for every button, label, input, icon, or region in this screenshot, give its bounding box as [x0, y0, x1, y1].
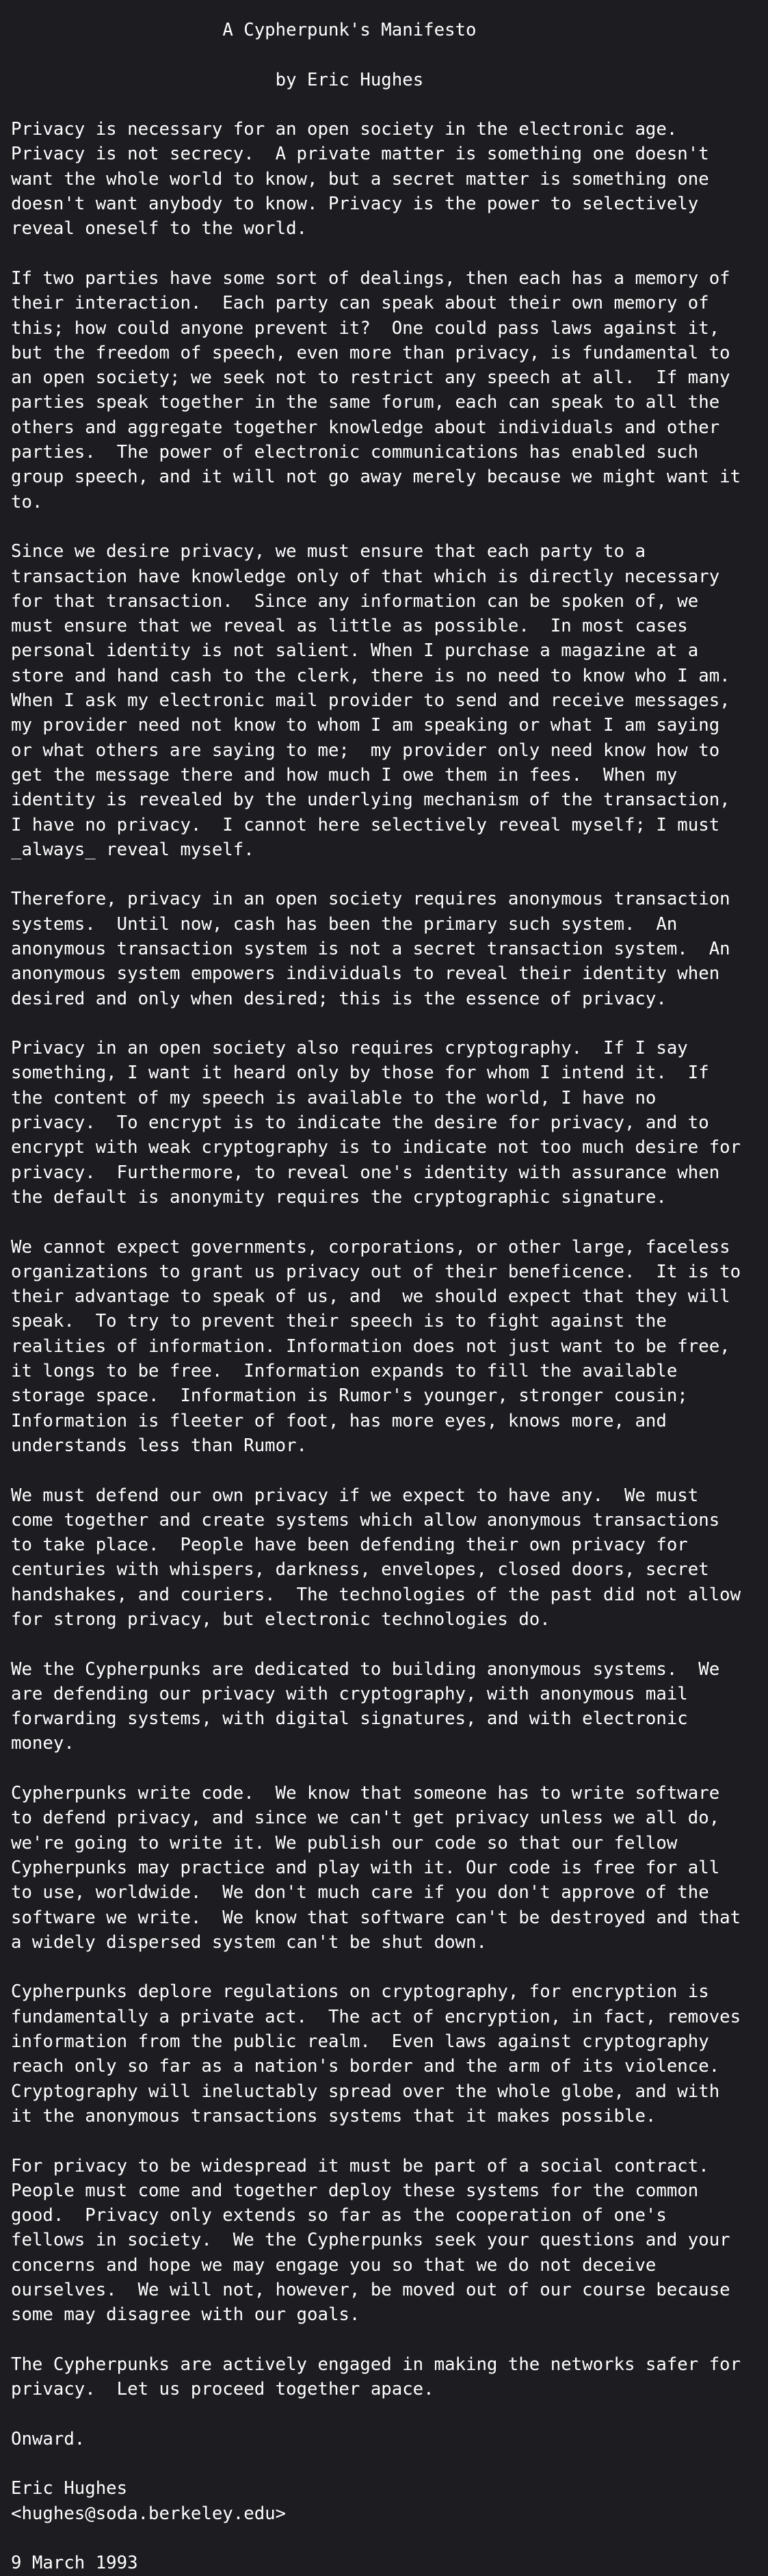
paragraph-line: Cypherpunks may practice and play with it. Our code is free for all [11, 1857, 720, 1878]
paragraph-line: identity is revealed by the underlying mechanism of the transaction, [11, 790, 730, 811]
paragraph-line: We cannot expect governments, corporations, or other large, faceless [11, 1236, 730, 1258]
paragraph-line: doesn't want anybody to know. Privacy is the power to selectively [11, 194, 699, 215]
paragraph-line: reach only so far as a nation's border and the arm of its violence. [11, 2056, 720, 2077]
paragraph-line: Cryptography will ineluctably spread over the whole globe, and with [11, 2081, 720, 2102]
paragraph-line: privacy. Furthermore, to reveal one's identity with assurance when [11, 1162, 720, 1183]
blank-line [11, 515, 768, 539]
blank-line [11, 2526, 768, 2551]
paragraph-line: _always_ reveal myself. [11, 839, 254, 860]
paragraph-line: transaction have knowledge only of that which is directly necessary [11, 566, 720, 587]
paragraph-line: it longs to be free. Information expands to fill the available [11, 1361, 678, 1382]
paragraph-line: When I ask my electronic mail provider to send and receive messages, [11, 690, 730, 712]
paragraph-line: but the freedom of speech, even more than privacy, is fundamental to [11, 342, 730, 363]
blank-line [11, 1011, 768, 1036]
paragraph-line: anonymous transaction system is not a secret transaction system. An [11, 938, 730, 959]
paragraph-line: a widely dispersed system can't be shut down. [11, 1931, 487, 1953]
paragraph-line: information from the public realm. Even laws against cryptography [11, 2031, 709, 2053]
paragraph-line: the content of my speech is available to the world, I have no [11, 1087, 657, 1108]
blank-line [11, 242, 768, 266]
paragraph-line: good. Privacy only extends so far as the cooperation of one's [11, 2205, 667, 2226]
paragraph-line: realities of information. Information does not just want to be free, [11, 1336, 730, 1357]
paragraph-line: money. [11, 1733, 75, 1754]
paragraph-line: must ensure that we reveal as little as possible. In most cases [11, 616, 688, 637]
paragraph-line: for strong privacy, but electronic technologies do. [11, 1609, 551, 1630]
blank-line [11, 1632, 768, 1656]
paragraph-line: to. [11, 491, 43, 512]
paragraph-line: get the message there and how much I owe them in fees. When my [11, 764, 678, 785]
document-title: A Cypherpunk's Manifesto [222, 20, 477, 40]
blank-line [11, 92, 768, 117]
paragraph-line: For privacy to be widespread it must be part of a social contract. [11, 2155, 709, 2176]
document-date: 9 March 1993 [11, 2553, 138, 2574]
blank-line [11, 2328, 768, 2352]
paragraph-line: understands less than Rumor. [11, 1435, 308, 1456]
paragraph-line: People must come and together deploy these systems for the common [11, 2180, 699, 2201]
paragraph-line: organizations to grant us privacy out of their beneficence. It is to [11, 1261, 741, 1282]
paragraph-line: We must defend our own privacy if we expect to have any. We must [11, 1485, 699, 1506]
paragraph-line: I have no privacy. I cannot here selectively reveal myself; I must [11, 814, 720, 835]
blank-line [11, 2402, 768, 2427]
paragraph-line: Privacy is not secrecy. A private matter is something one doesn't [11, 144, 709, 165]
paragraph-line: software we write. We know that software can't be destroyed and that [11, 1907, 741, 1928]
paragraph-line: are defending our privacy with cryptography, with anonymous mail [11, 1683, 688, 1704]
blank-line [11, 1458, 768, 1483]
paragraph-line: fellows in society. We the Cypherpunks seek your questions and your [11, 2230, 730, 2251]
paragraph-line: their advantage to speak of us, and we should expect that they will [11, 1286, 730, 1307]
paragraph-line: personal identity is not salient. When I purchase a magazine at a [11, 640, 699, 662]
manifesto-body [11, 117, 768, 2476]
paragraph-line: parties. The power of electronic communications has enabled such [11, 442, 699, 463]
paragraph-line: If two parties have some sort of dealings, then each has a memory of [11, 268, 730, 289]
author-name: Eric Hughes [11, 2478, 128, 2499]
paragraph-line: concerns and hope we may engage you so that we do not deceive [11, 2254, 657, 2276]
paragraph-line: The Cypherpunks are actively engaged in making the networks safer for [11, 2354, 741, 2375]
paragraph-line: their interaction. Each party can speak about their own memory of [11, 293, 709, 314]
paragraph-line: group speech, and it will not go away merely because we might want it [11, 467, 741, 488]
paragraph-line: parties speak together in the same forum, each can speak to all the [11, 392, 720, 413]
paragraph-line: Therefore, privacy in an open society requires anonymous transaction [11, 889, 730, 910]
document-title-line [11, 18, 768, 42]
paragraph-line: encrypt with weak cryptography is to indicate not too much desire for [11, 1137, 741, 1158]
paragraph-line: speak. To try to prevent their speech is to fight against the [11, 1311, 667, 1332]
paragraph-line: ourselves. We will not, however, be moved out of our course because [11, 2280, 730, 2301]
paragraph-line: We the Cypherpunks are dedicated to building anonymous systems. We [11, 1658, 720, 1680]
paragraph-line: others and aggregate together knowledge about individuals and other [11, 417, 720, 438]
paragraph-line: we're going to write it. We publish our code so that our fellow [11, 1832, 678, 1853]
document-byline: by Eric Hughes [275, 69, 424, 90]
paragraph-line: storage space. Information is Rumor's younger, stronger cousin; [11, 1385, 688, 1407]
paragraph-line: handshakes, and couriers. The technologies of the past did not allow [11, 1584, 741, 1605]
paragraph-line: an open society; we seek not to restrict any speech at all. If many [11, 367, 730, 389]
blank-line [11, 1210, 768, 1234]
paragraph-line: Privacy is necessary for an open society in the electronic age. [11, 119, 678, 140]
paragraph-line: Onward. [11, 2428, 85, 2449]
paragraph-line: Since we desire privacy, we must ensure that each party to a [11, 541, 646, 562]
blank-line [11, 1756, 768, 1781]
paragraph-line: Privacy in an open society also requires cryptography. If I say [11, 1038, 688, 1059]
paragraph-line: forwarding systems, with digital signatures, and with electronic [11, 1708, 688, 1730]
paragraph-line: systems. Until now, cash has been the primary such system. An [11, 913, 678, 935]
paragraph-line: privacy. To encrypt is to indicate the desire for privacy, and to [11, 1113, 709, 1134]
paragraph-line: the default is anonymity requires the cryptographic signature. [11, 1186, 667, 1208]
paragraph-line: or what others are saying to me; my provider only need know how to [11, 740, 720, 761]
blank-line [11, 1955, 768, 1979]
paragraph-line: reveal oneself to the world. [11, 218, 308, 239]
blank-line [11, 862, 768, 887]
paragraph-line: anonymous system empowers individuals to reveal their identity when [11, 963, 720, 985]
paragraph-line: something, I want it heard only by those for whom I intend it. If [11, 1063, 709, 1084]
author-email: <hughes@soda.berkeley.edu> [11, 2503, 287, 2524]
paragraph-line: Cypherpunks write code. We know that someone has to write software [11, 1783, 720, 1804]
paragraph-line: it the anonymous transactions systems that it makes possible. [11, 2105, 657, 2126]
paragraph-line: for that transaction. Since any information can be spoken of, we [11, 590, 699, 612]
paragraph-line: my provider need not know to whom I am speaking or what I am saying [11, 715, 720, 736]
paragraph-line: centuries with whispers, darkness, envelopes, closed doors, secret [11, 1559, 709, 1580]
blank-line [11, 42, 768, 67]
paragraph-line: to take place. People have been defending their own privacy for [11, 1535, 688, 1556]
paragraph-line: want the whole world to know, but a secret matter is something one [11, 168, 709, 190]
paragraph-line: fundamentally a private act. The act of encryption, in fact, removes [11, 2006, 741, 2027]
paragraph-line: Information is fleeter of foot, has more eyes, knows more, and [11, 1410, 667, 1431]
paragraph-line: desired and only when desired; this is the essence of privacy. [11, 988, 667, 1009]
paragraph-line: Cypherpunks deplore regulations on cryptography, for encryption is [11, 1981, 709, 2003]
paragraph-line: to use, worldwide. We don't much care if you don't approve of the [11, 1882, 709, 1903]
blank-line [11, 2451, 768, 2476]
paragraph-line: come together and create systems which allow anonymous transactions [11, 1509, 720, 1531]
paragraph-line: privacy. Let us proceed together apace. [11, 2379, 434, 2400]
paragraph-line: store and hand cash to the clerk, there is no need to know who I am. [11, 665, 730, 686]
paragraph-line: this; how could anyone prevent it? One could pass laws against it, [11, 317, 720, 339]
paragraph-line: some may disagree with our goals. [11, 2304, 360, 2326]
paragraph-line: to defend privacy, and since we can't get privacy unless we all do, [11, 1808, 720, 1829]
blank-line [11, 2129, 768, 2153]
document-byline-line [11, 68, 768, 92]
